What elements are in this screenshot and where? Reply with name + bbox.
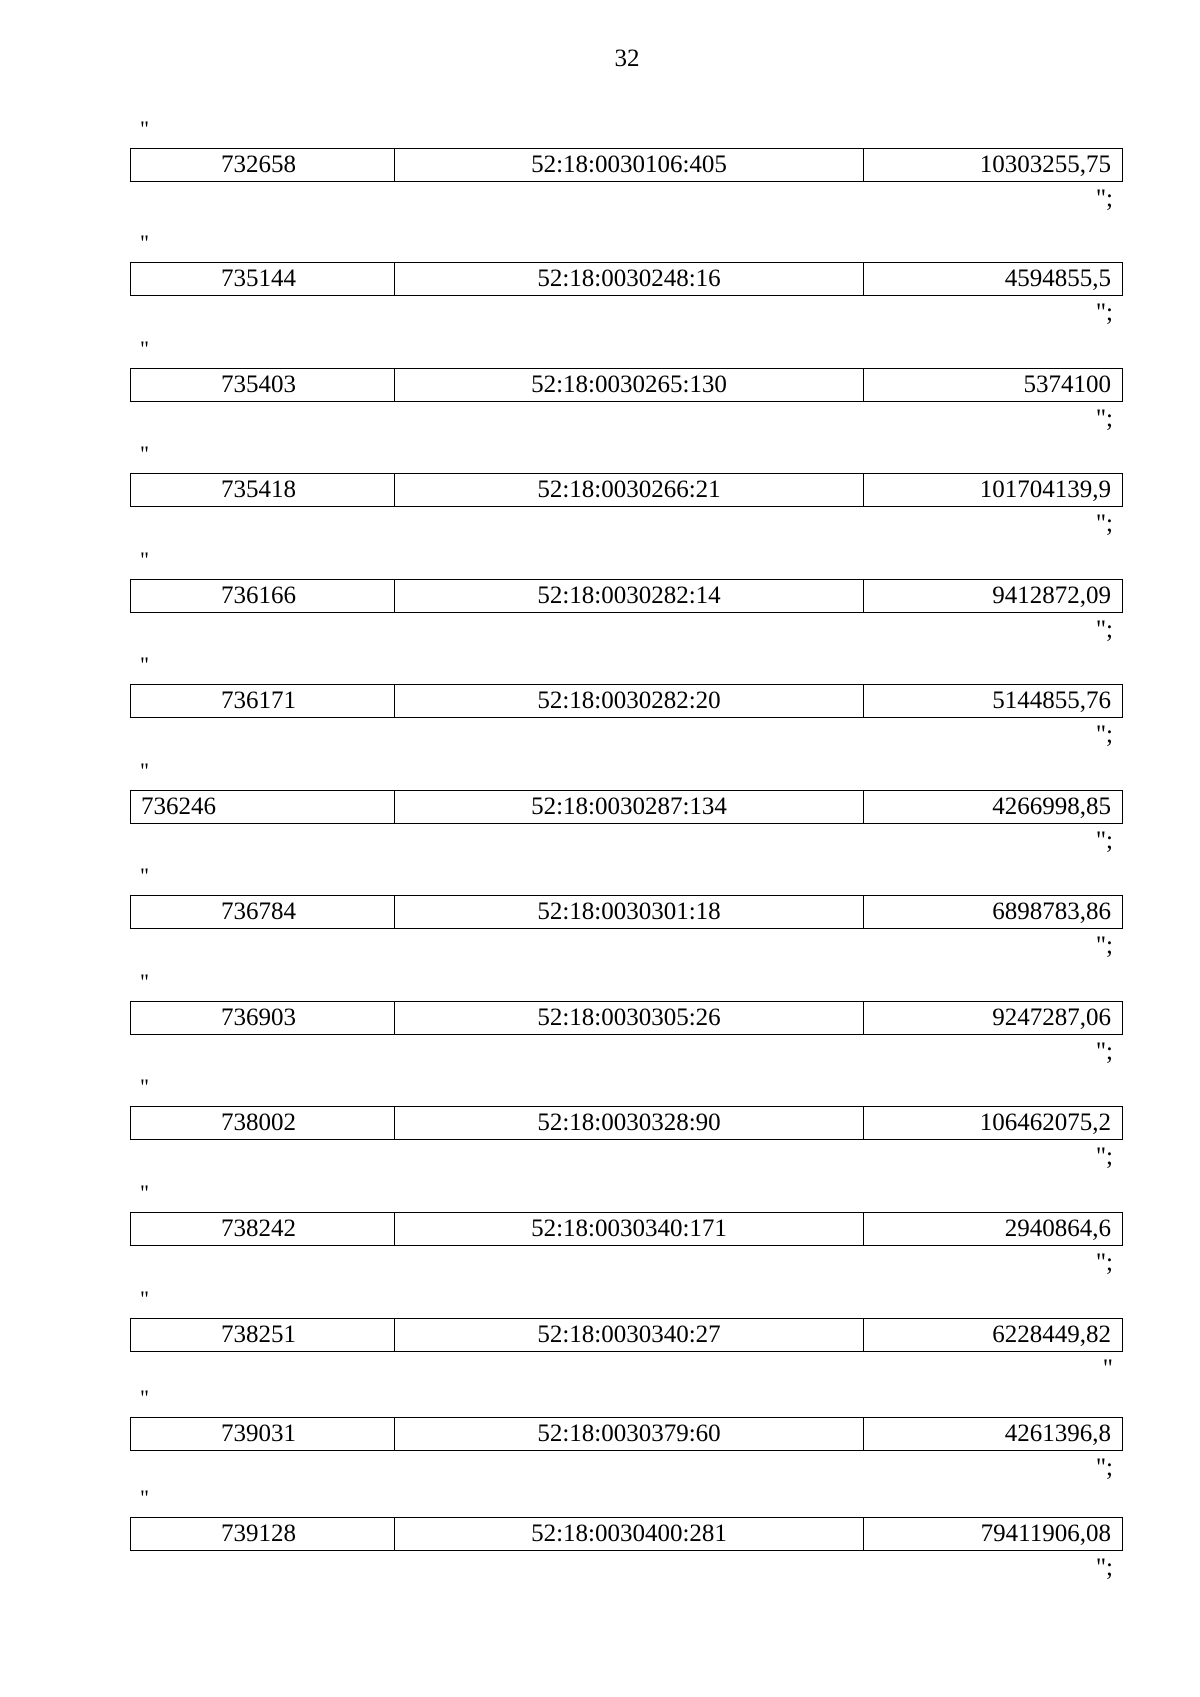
opening-quote: "	[140, 1286, 149, 1311]
closing-quote: ";	[1095, 1454, 1113, 1481]
row-id: 739031	[131, 1418, 395, 1450]
table-row	[130, 368, 1123, 402]
table-row	[130, 148, 1123, 182]
opening-quote: "	[140, 336, 149, 361]
cadastral-number: 52:18:0030328:90	[395, 1107, 864, 1139]
row-id: 738002	[131, 1107, 395, 1139]
page-number: 32	[614, 45, 640, 72]
cadastral-value: 106462075,2	[979, 1109, 1111, 1136]
cadastral-value: 6898783,86	[992, 898, 1111, 925]
cadastral-number: 52:18:0030106:405	[395, 149, 864, 181]
row-id: 736246	[131, 791, 395, 823]
table-row	[130, 262, 1123, 296]
cadastral-value: 2940864,6	[1004, 1215, 1111, 1242]
cadastral-number: 52:18:0030282:20	[395, 685, 864, 717]
closing-quote: ";	[1095, 1554, 1113, 1581]
row-id: 738242	[131, 1213, 395, 1245]
opening-quote: "	[140, 969, 149, 994]
table-row	[130, 1212, 1123, 1246]
opening-quote: "	[140, 1074, 149, 1099]
closing-quote: ";	[1095, 1038, 1113, 1065]
table-row	[130, 1106, 1123, 1140]
cadastral-value: 5144855,76	[992, 687, 1111, 714]
closing-quote: ";	[1095, 827, 1113, 854]
cadastral-value: 9247287,06	[992, 1004, 1111, 1031]
closing-quote: ";	[1095, 616, 1113, 643]
cadastral-number: 52:18:0030340:171	[395, 1213, 864, 1245]
table-row	[130, 473, 1123, 507]
cadastral-number: 52:18:0030265:130	[395, 369, 864, 401]
opening-quote: "	[140, 116, 149, 141]
table-row	[130, 1318, 1123, 1352]
cadastral-value: 79411906,08	[980, 1520, 1111, 1547]
table-row	[130, 790, 1123, 824]
table-row	[130, 1001, 1123, 1035]
opening-quote: "	[140, 1180, 149, 1205]
cadastral-value: 10303255,75	[979, 151, 1111, 178]
cadastral-value: 101704139,9	[979, 476, 1111, 503]
cadastral-value: 5374100	[1023, 371, 1111, 398]
cadastral-value: 4594855,5	[1004, 265, 1111, 292]
cadastral-number: 52:18:0030266:21	[395, 474, 864, 506]
cadastral-value: 6228449,82	[992, 1321, 1111, 1348]
row-id: 736171	[131, 685, 395, 717]
table-row	[130, 1417, 1123, 1451]
closing-quote: ";	[1095, 299, 1113, 326]
closing-quote: ";	[1095, 1143, 1113, 1170]
cadastral-number: 52:18:0030400:281	[395, 1518, 864, 1550]
cadastral-number: 52:18:0030340:27	[395, 1319, 864, 1351]
closing-quote: "	[1102, 1355, 1113, 1382]
table-row	[130, 684, 1123, 718]
table-row	[130, 579, 1123, 613]
cadastral-number: 52:18:0030379:60	[395, 1418, 864, 1450]
opening-quote: "	[140, 230, 149, 255]
cadastral-value: 4266998,85	[992, 793, 1111, 820]
closing-quote: ";	[1095, 932, 1113, 959]
opening-quote: "	[140, 1385, 149, 1410]
row-id: 735144	[131, 263, 395, 295]
closing-quote: ";	[1095, 185, 1113, 212]
row-id: 735403	[131, 369, 395, 401]
closing-quote: ";	[1095, 405, 1113, 432]
cadastral-number: 52:18:0030305:26	[395, 1002, 864, 1034]
row-id: 735418	[131, 474, 395, 506]
opening-quote: "	[140, 652, 149, 677]
row-id: 736166	[131, 580, 395, 612]
cadastral-number: 52:18:0030282:14	[395, 580, 864, 612]
row-id: 732658	[131, 149, 395, 181]
closing-quote: ";	[1095, 510, 1113, 537]
opening-quote: "	[140, 758, 149, 783]
closing-quote: ";	[1095, 1249, 1113, 1276]
table-row	[130, 1517, 1123, 1551]
opening-quote: "	[140, 441, 149, 466]
closing-quote: ";	[1095, 721, 1113, 748]
row-id: 736784	[131, 896, 395, 928]
cadastral-number: 52:18:0030301:18	[395, 896, 864, 928]
row-id: 739128	[131, 1518, 395, 1550]
cadastral-number: 52:18:0030248:16	[395, 263, 864, 295]
cadastral-number: 52:18:0030287:134	[395, 791, 864, 823]
row-id: 738251	[131, 1319, 395, 1351]
cadastral-value: 4261396,8	[1004, 1420, 1111, 1447]
opening-quote: "	[140, 547, 149, 572]
row-id: 736903	[131, 1002, 395, 1034]
table-row	[130, 895, 1123, 929]
opening-quote: "	[140, 1485, 149, 1510]
opening-quote: "	[140, 863, 149, 888]
cadastral-value: 9412872,09	[992, 582, 1111, 609]
